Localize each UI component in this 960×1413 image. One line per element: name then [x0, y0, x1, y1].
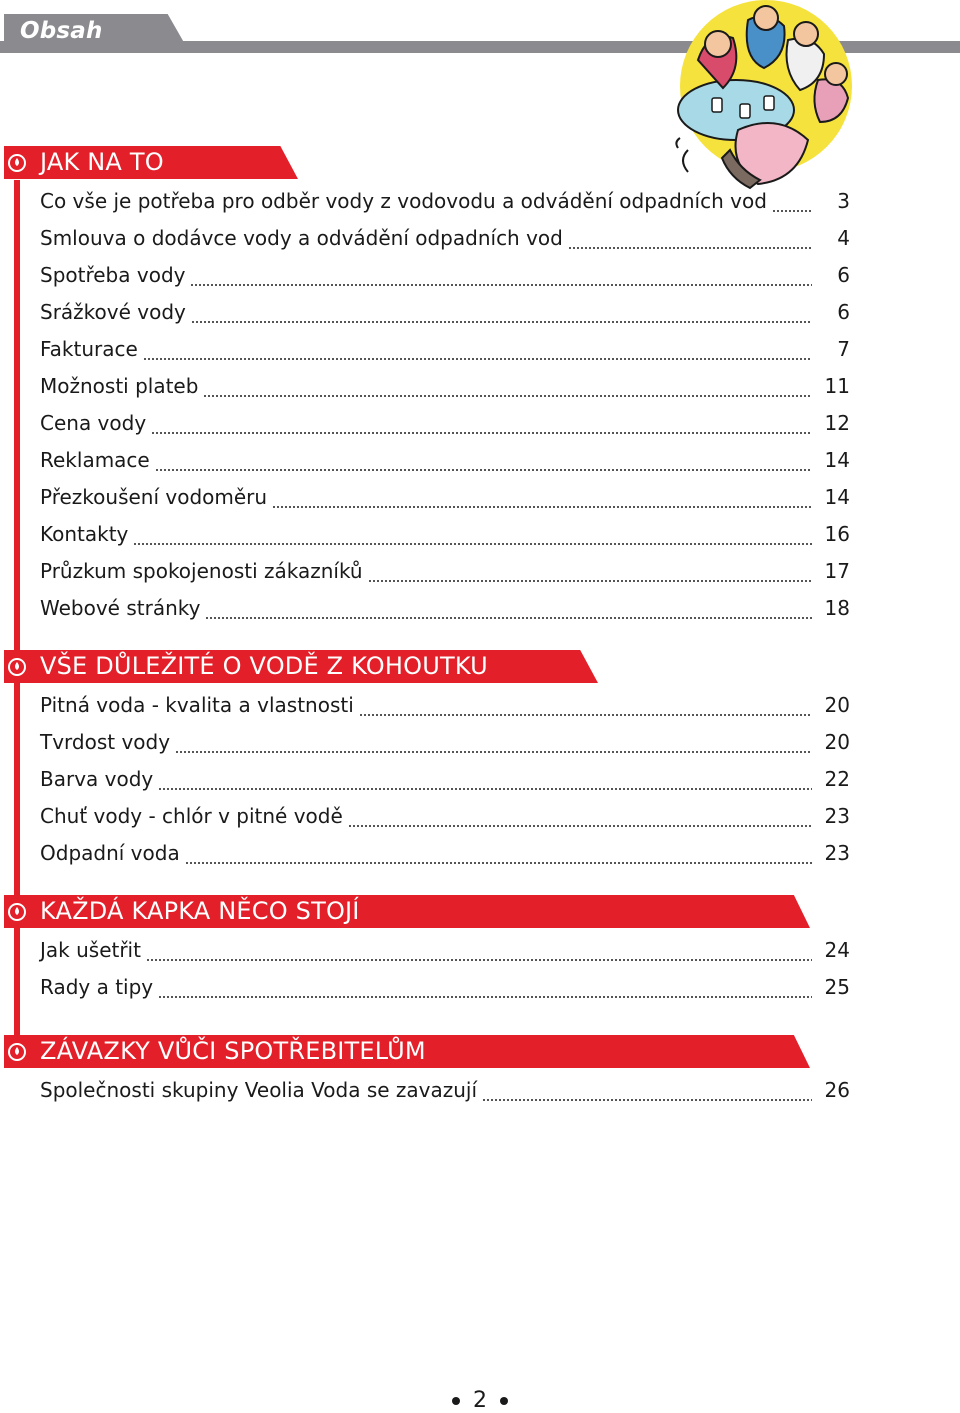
- section-title: JAK NA TO: [40, 148, 164, 176]
- toc-entry[interactable]: [40, 331, 850, 368]
- people-drinking-water-illustration: [668, 0, 858, 192]
- toc-entry-page: 23: [824, 841, 850, 865]
- dot-leader: [158, 996, 812, 998]
- dot-leader: [482, 1099, 812, 1101]
- toc-entry[interactable]: [40, 835, 850, 872]
- toc-entry[interactable]: [40, 479, 850, 516]
- toc-entry[interactable]: [40, 1072, 850, 1109]
- toc-entry[interactable]: [40, 932, 850, 969]
- toc-entry-label: Společnosti skupiny Veolia Voda se zavazují: [40, 1078, 478, 1102]
- toc-entry[interactable]: [40, 294, 850, 331]
- toc-entry-page: 11: [824, 374, 850, 398]
- drop-circle-icon: [7, 1042, 27, 1062]
- toc-entry-label: Odpadní voda: [40, 841, 180, 865]
- toc-list: [40, 687, 850, 872]
- page-title: Obsah: [20, 18, 103, 44]
- dot-leader: [190, 284, 812, 286]
- toc-entry-label: Možnosti plateb: [40, 374, 199, 398]
- toc-entry-label: Průzkum spokojenosti zákazníků: [40, 559, 363, 583]
- toc-entry[interactable]: [40, 405, 850, 442]
- dot-leader: [772, 210, 812, 212]
- toc-entry[interactable]: [40, 798, 850, 835]
- toc-entry-label: Tvrdost vody: [40, 730, 171, 754]
- toc-entry-page: 23: [824, 804, 850, 828]
- section-title: VŠE DŮLEŽITÉ O VODĚ Z KOHOUTKU: [40, 652, 488, 680]
- toc-entry[interactable]: [40, 590, 850, 627]
- toc-entry[interactable]: [40, 687, 850, 724]
- toc-entry[interactable]: [40, 368, 850, 405]
- toc-entry-label: Přezkoušení vodoměru: [40, 485, 268, 509]
- dot-leader: [203, 395, 812, 397]
- toc-entry-page: 3: [837, 189, 850, 213]
- dot-leader: [568, 247, 812, 249]
- dot-leader: [155, 469, 812, 471]
- toc-entry-label: Fakturace: [40, 337, 138, 361]
- section-title: KAŽDÁ KAPKA NĚCO STOJÍ: [40, 897, 360, 925]
- toc-entry-page: 17: [824, 559, 850, 583]
- page-number: 2: [473, 1388, 487, 1413]
- dot-leader: [146, 959, 812, 961]
- toc-entry-label: Jak ušetřit: [40, 938, 141, 962]
- toc-entry[interactable]: [40, 257, 850, 294]
- page-footer: [0, 1388, 960, 1413]
- toc-entry-label: Webové stránky: [40, 596, 201, 620]
- toc-entry[interactable]: [40, 724, 850, 761]
- toc-entry[interactable]: [40, 969, 850, 1006]
- toc-entry-page: 6: [837, 300, 850, 324]
- dot-leader: [185, 862, 812, 864]
- toc-entry[interactable]: [40, 183, 850, 220]
- toc-entry[interactable]: [40, 220, 850, 257]
- toc-entry-page: 14: [824, 485, 850, 509]
- bullet-icon: [452, 1397, 460, 1405]
- toc-entry-label: Pitná voda - kvalita a vlastnosti: [40, 693, 354, 717]
- toc-list: [40, 932, 850, 1006]
- dot-leader: [272, 506, 812, 508]
- toc-entry-page: 20: [824, 693, 850, 717]
- toc-entry-page: 20: [824, 730, 850, 754]
- dot-leader: [151, 432, 812, 434]
- toc-entry-page: 4: [837, 226, 850, 250]
- toc-entry-label: Reklamace: [40, 448, 150, 472]
- toc-entry-label: Kontakty: [40, 522, 129, 546]
- dot-leader: [191, 321, 812, 323]
- dot-leader: [359, 714, 812, 716]
- toc-entry-page: 24: [824, 938, 850, 962]
- bullet-icon: [500, 1397, 508, 1405]
- dot-leader: [143, 358, 812, 360]
- toc-entry-label: Spotřeba vody: [40, 263, 186, 287]
- toc-entry-page: 6: [837, 263, 850, 287]
- toc-entry-page: 16: [824, 522, 850, 546]
- toc-entry-page: 14: [824, 448, 850, 472]
- dot-leader: [158, 788, 812, 790]
- drop-circle-icon: [7, 657, 27, 677]
- toc-entry-page: 18: [824, 596, 850, 620]
- toc-entry-label: Co vše je potřeba pro odběr vody z vodovodu a odvádění odpadních vod: [40, 189, 767, 213]
- toc-entry[interactable]: [40, 516, 850, 553]
- dot-leader: [368, 580, 812, 582]
- toc-entry-label: Cena vody: [40, 411, 147, 435]
- toc-entry-label: Smlouva o dodávce vody a odvádění odpadních vod: [40, 226, 563, 250]
- dot-leader: [133, 543, 812, 545]
- toc-entry-page: 26: [824, 1078, 850, 1102]
- toc-entry-label: Rady a tipy: [40, 975, 154, 999]
- toc-entry-label: Srážkové vody: [40, 300, 186, 324]
- toc-entry-page: 22: [824, 767, 850, 791]
- toc-entry-page: 12: [824, 411, 850, 435]
- toc-entry-label: Chuť vody - chlór v pitné vodě: [40, 804, 343, 828]
- toc-entry[interactable]: [40, 761, 850, 798]
- toc-entry-label: Barva vody: [40, 767, 154, 791]
- toc-entry[interactable]: [40, 553, 850, 590]
- toc-list: [40, 1072, 850, 1109]
- toc-entry-page: 7: [837, 337, 850, 361]
- toc-entry[interactable]: [40, 442, 850, 479]
- drop-circle-icon: [7, 902, 27, 922]
- dot-leader: [348, 825, 812, 827]
- toc-entry-page: 25: [824, 975, 850, 999]
- dot-leader: [175, 751, 812, 753]
- dot-leader: [205, 617, 812, 619]
- section-title: ZÁVAZKY VŮČI SPOTŘEBITELŮM: [40, 1037, 426, 1065]
- drop-circle-icon: [7, 153, 27, 173]
- toc-list: [40, 183, 850, 627]
